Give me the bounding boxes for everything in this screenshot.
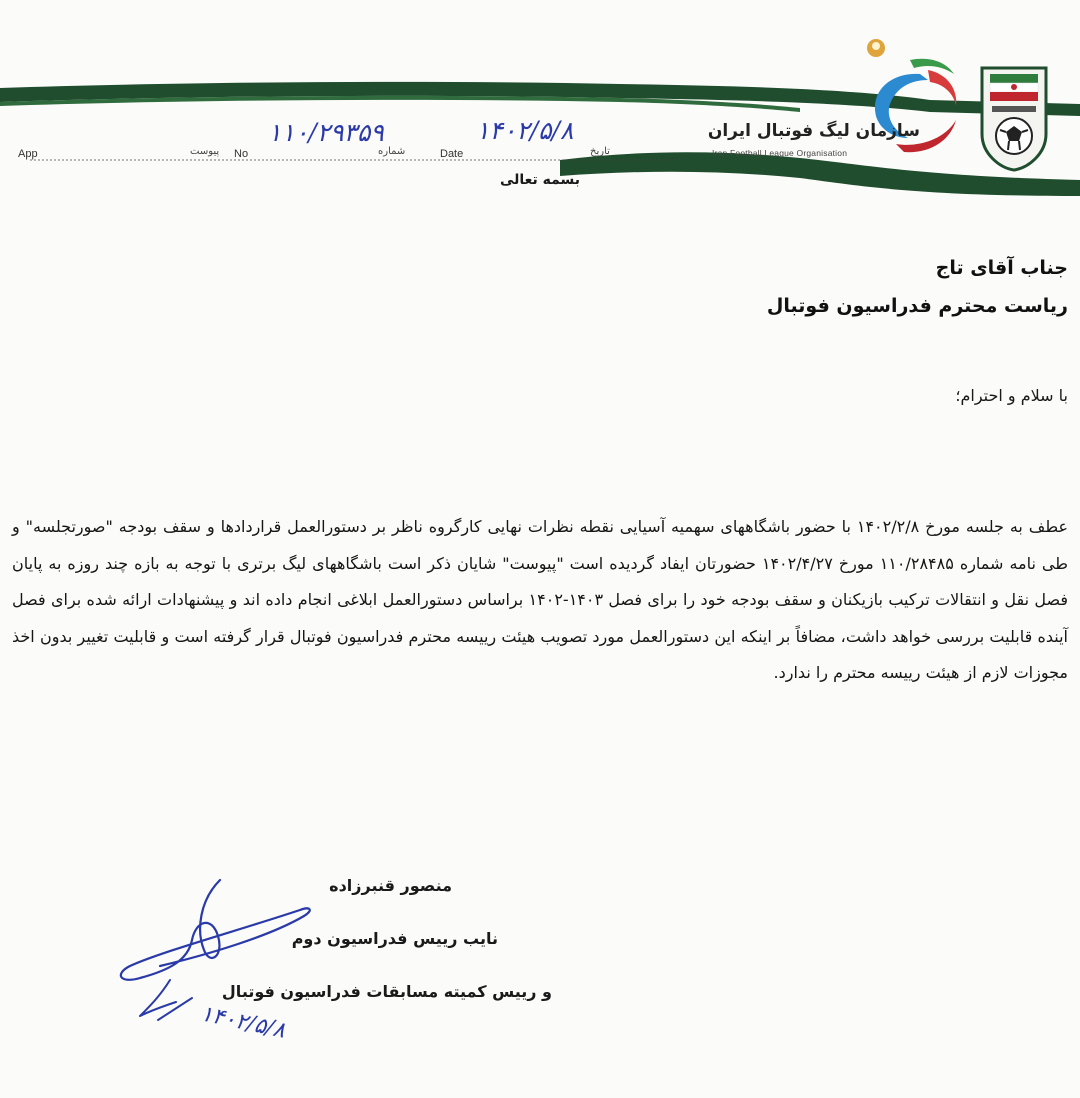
date-label: Date: [440, 148, 464, 160]
date-label-fa: تاریخ: [590, 146, 610, 157]
addressee-title: ریاست محترم فدراسیون فوتبال: [766, 295, 1068, 317]
no-label-fa: شماره: [378, 146, 406, 157]
app-label-fa: پیوست: [190, 146, 220, 157]
signature-date-handwritten: ۱۴۰۲/۵/۸: [198, 1001, 288, 1044]
basmala: بسمه تعالی: [499, 172, 581, 188]
no-label: No: [234, 148, 249, 160]
signatory-position-1: نایب رییس فدراسیون دوم: [291, 929, 498, 948]
org-name-en: Iran Football League Organisation: [712, 148, 848, 158]
letterhead: [0, 0, 1080, 230]
no-value-handwritten: ۱۱۰/۲۹۳۵۹: [268, 118, 384, 147]
letter-body: عطف به جلسه مورخ ۱۴۰۲/۲/۸ با حضور باشگاههای سهمیه آسیایی نقطه نظرات نهایی کارگروه ناظر بر دستورالعمل قراردادها و سقف بودجه "صورتجلسه" و طی نامه شماره ۱۱۰/۲۸۴۸۵ مورخ ۱۴۰۲/۴/۲۷ حضورتان ایفاد گردیده است "پیوست" شایان ذکر است باشگاههای لیگ برتری با توجه به بازه چند روزه به پایان فصل نقل و انتقالات ترکیب بازیکنان و سقف بودجه خود را برای فصل ۱۴۰۳-۱۴۰۲ براساس دستورالعمل ابلاغی انجام داده اند و پیشنهادات ارائه شده برای فصل آینده قابلیت بررسی خواهد داشت، مضافاً بر اینکه این دستورالعمل مورد تصویب هیئت رییسه محترم فدراسیون فوتبال قرار گرفته است و قابلیت تغییر بدون اخذ مجوزات لازم از هیئت رییسه محترم را ندارد.: [12, 517, 1069, 682]
org-name-fa: سازمان لیگ فوتبال ایران: [707, 121, 920, 141]
greeting: با سلام و احترام؛: [955, 386, 1068, 405]
signatory-name: منصور قنبرزاده: [329, 876, 452, 895]
iran-football-federation-emblem-icon: [978, 64, 1050, 172]
date-value-handwritten: ۱۴۰۲/۵/۸: [476, 116, 574, 145]
app-label: App: [18, 148, 38, 160]
addressee-name: جناب آقای تاج: [935, 257, 1068, 279]
signatory-position-2: و رییس کمیته مسابقات فدراسیون فوتبال: [221, 982, 552, 1001]
handwritten-signature: [100, 870, 320, 1060]
